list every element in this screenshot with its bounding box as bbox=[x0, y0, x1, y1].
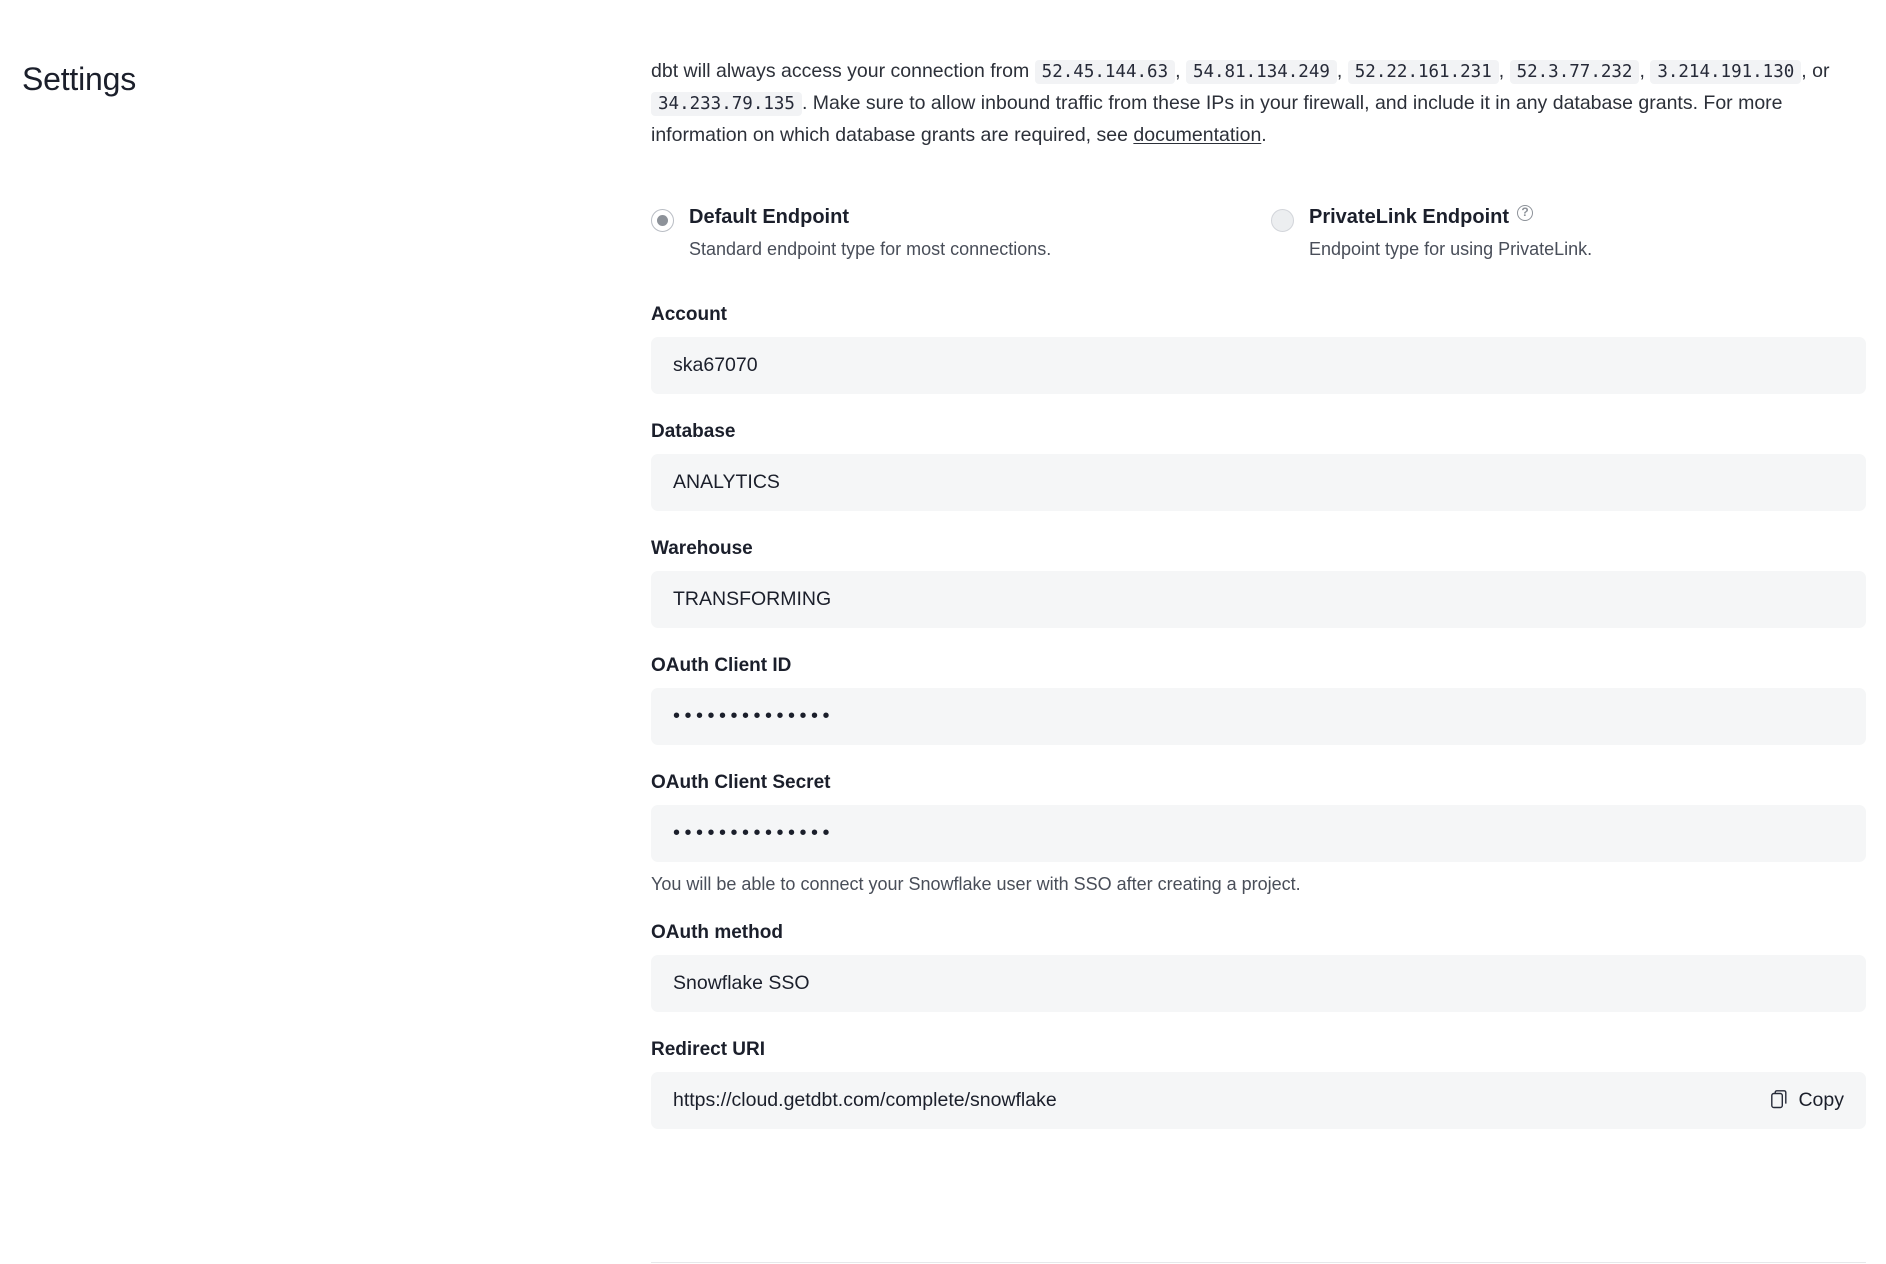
field-warehouse bbox=[651, 538, 1866, 628]
field-database bbox=[651, 421, 1866, 511]
input-redirect-uri[interactable] bbox=[651, 1072, 1866, 1129]
copy-button-label: Copy bbox=[1798, 1088, 1844, 1111]
radio-privatelink-endpoint-description: Endpoint type for using PrivateLink. bbox=[1309, 238, 1593, 259]
label-database: Database bbox=[651, 420, 736, 442]
ip-address-5: 3.214.191.130 bbox=[1650, 60, 1801, 84]
ip-allowlist-description bbox=[651, 56, 1863, 151]
radio-privatelink-endpoint-texts bbox=[1309, 204, 1592, 262]
radio-default-endpoint-label: Default Endpoint bbox=[689, 205, 849, 228]
radio-privatelink-endpoint-label: PrivateLink Endpoint bbox=[1309, 205, 1510, 228]
label-redirect-uri: Redirect URI bbox=[651, 1038, 766, 1060]
radio-option-default-endpoint[interactable] bbox=[651, 204, 1271, 262]
label-oauth-method: OAuth method bbox=[651, 921, 783, 943]
intro-lead: dbt will always access your connection from bbox=[651, 59, 1030, 82]
field-oauth-client-id bbox=[651, 655, 1866, 745]
help-circle-icon[interactable] bbox=[1517, 205, 1533, 221]
copy-button[interactable] bbox=[1771, 1089, 1844, 1112]
copy-icon bbox=[1771, 1090, 1788, 1110]
field-redirect-uri bbox=[651, 1039, 1866, 1129]
comma-3: , bbox=[1498, 59, 1505, 82]
input-oauth-client-id[interactable] bbox=[651, 688, 1866, 745]
endpoint-type-group bbox=[651, 204, 1866, 262]
value-redirect-uri: https://cloud.getdbt.com/complete/snowflake bbox=[673, 1088, 1057, 1111]
radio-default-endpoint-description: Standard endpoint type for most connections. bbox=[689, 238, 1052, 259]
label-oauth-client-id: OAuth Client ID bbox=[651, 654, 792, 676]
hint-oauth-client-secret: You will be able to connect your Snowflake user with SSO after creating a project. bbox=[651, 873, 1301, 894]
ip-address-6: 34.233.79.135 bbox=[651, 92, 802, 116]
radio-default-endpoint-texts bbox=[689, 204, 1051, 262]
input-database[interactable]: ANALYTICS bbox=[651, 454, 1866, 511]
input-oauth-client-secret[interactable] bbox=[651, 805, 1866, 862]
settings-content bbox=[651, 36, 1866, 1129]
page-title: Settings bbox=[22, 61, 137, 98]
label-account: Account bbox=[651, 303, 727, 325]
label-oauth-client-secret: OAuth Client Secret bbox=[651, 771, 831, 793]
intro-tail-2: . bbox=[1261, 123, 1267, 146]
radio-default-endpoint-icon[interactable] bbox=[651, 209, 674, 232]
intro-tail-1: . Make sure to allow inbound traffic from these IPs in your firewall, and include it in any database grants. For more information on which database grants are required, see bbox=[651, 91, 1783, 146]
or-separator: , or bbox=[1801, 59, 1830, 82]
radio-privatelink-endpoint-icon[interactable] bbox=[1271, 209, 1294, 232]
comma-4: , bbox=[1639, 59, 1645, 82]
input-warehouse[interactable]: TRANSFORMING bbox=[651, 571, 1866, 628]
radio-option-privatelink-endpoint[interactable] bbox=[1271, 204, 1831, 262]
input-account[interactable]: ska67070 bbox=[651, 337, 1866, 394]
comma-1: , bbox=[1175, 59, 1181, 82]
input-oauth-method[interactable]: Snowflake SSO bbox=[651, 955, 1866, 1012]
label-warehouse: Warehouse bbox=[651, 537, 753, 559]
documentation-link[interactable]: documentation bbox=[1133, 123, 1262, 146]
ip-address-3: 52.22.161.231 bbox=[1348, 60, 1499, 84]
ip-address-2: 54.81.134.249 bbox=[1186, 60, 1337, 84]
masked-value-oauth-client-secret: •••••••••••••• bbox=[673, 821, 835, 844]
divider bbox=[651, 1262, 1866, 1263]
masked-value-oauth-client-id: •••••••••••••• bbox=[673, 704, 835, 727]
field-account bbox=[651, 304, 1866, 394]
ip-address-1: 52.45.144.63 bbox=[1035, 60, 1175, 84]
field-oauth-method bbox=[651, 922, 1866, 1012]
comma-2: , bbox=[1336, 59, 1343, 82]
ip-address-4: 52.3.77.232 bbox=[1510, 60, 1640, 84]
field-oauth-client-secret bbox=[651, 772, 1866, 895]
